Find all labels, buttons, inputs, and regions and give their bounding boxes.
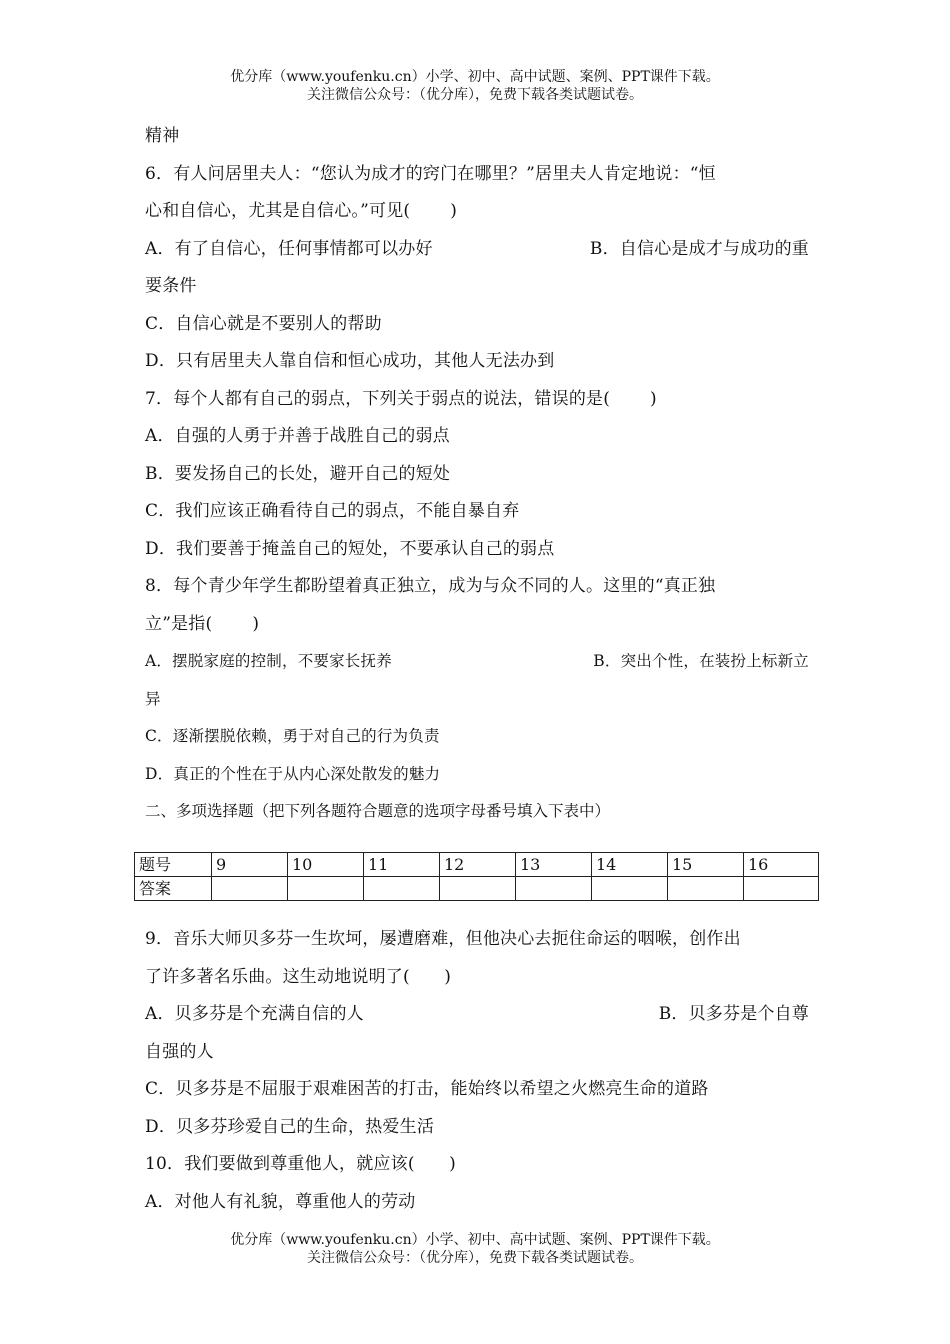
table-cell-number: 9 bbox=[212, 853, 288, 877]
q8-option-b-cont: 异 bbox=[145, 689, 161, 708]
q9-stem-line1: 9．音乐大师贝多芬一生坎坷，屡遭磨难，但他决心去扼住命运的咽喉，创作出 bbox=[145, 929, 741, 949]
q8-stem-line1: 8．每个青少年学生都盼望着真正独立，成为与众不同的人。这里的“真正独 bbox=[145, 576, 716, 596]
table-header-answer: 答案 bbox=[135, 877, 212, 901]
answer-table-row-answers bbox=[135, 877, 819, 901]
answer-table-row-numbers bbox=[135, 853, 819, 877]
table-cell-number: 12 bbox=[440, 853, 516, 877]
table-cell-answer-blank bbox=[516, 877, 592, 901]
q7-option-d: D．我们要善于掩盖自己的短处，不要承认自己的弱点 bbox=[145, 538, 555, 559]
table-cell-answer-blank bbox=[440, 877, 516, 901]
q9-option-c: C．贝多芬是不屈服于艰难困苦的打击，能始终以希望之火燃亮生命的道路 bbox=[145, 1079, 709, 1099]
q10-stem: 10．我们要做到尊重他人，就应该( ) bbox=[145, 1154, 456, 1174]
header-line-2: 关注微信公众号：（优分库），免费下载各类试题试卷。 bbox=[307, 87, 643, 103]
table-cell-number: 16 bbox=[744, 853, 819, 877]
q9-option-a: A．贝多芬是个充满自信的人 bbox=[145, 1004, 364, 1024]
q6-option-b-cont: 要条件 bbox=[145, 276, 197, 296]
q7-option-b: B．要发扬自己的长处，避开自己的短处 bbox=[145, 463, 451, 484]
table-cell-number: 14 bbox=[592, 853, 668, 877]
header-line-1: 优分库（www.youfenku.cn）小学、初中、高中试题、案例、PPT课件下载。 bbox=[230, 69, 720, 85]
table-cell-number: 10 bbox=[288, 853, 364, 877]
q9-option-b: B．贝多芬是个自尊 bbox=[658, 1004, 809, 1024]
q8-option-c: C．逐渐摆脱依赖，勇于对自己的行为负责 bbox=[145, 727, 440, 745]
q6-options-ab bbox=[145, 231, 817, 269]
table-cell-answer-blank bbox=[212, 877, 288, 901]
table-cell-answer-blank bbox=[744, 877, 819, 901]
q6-stem-line1: 6．有人问居里夫人：“您认为成才的窍门在哪里？”居里夫人肯定地说：“恒 bbox=[145, 163, 716, 184]
q7-option-c: C．我们应该正确看待自己的弱点，不能自暴自弃 bbox=[145, 501, 520, 521]
q9-stem-line2: 了许多著名乐曲。这生动地说明了( ) bbox=[145, 966, 452, 987]
table-cell-answer-blank bbox=[668, 877, 744, 901]
table-cell-number: 13 bbox=[516, 853, 592, 877]
table-cell-number: 11 bbox=[364, 853, 440, 877]
q6-option-b: B．自信心是成才与成功的重 bbox=[589, 238, 809, 259]
q6-option-a: A．有了自信心，任何事情都可以办好 bbox=[145, 238, 433, 259]
q8-option-d: D．真正的个性在于从内心深处散发的魅力 bbox=[145, 764, 441, 783]
answer-table bbox=[134, 852, 819, 901]
q7-option-a: A．自强的人勇于并善于战胜自己的弱点 bbox=[145, 426, 450, 446]
page-footer bbox=[0, 1231, 950, 1267]
document-body-continued bbox=[145, 921, 817, 1221]
table-cell-answer-blank bbox=[288, 877, 364, 901]
q7-stem: 7．每个人都有自己的弱点，下列关于弱点的说法，错误的是( ) bbox=[145, 388, 657, 409]
q6-option-d: D．只有居里夫人靠自信和恒心成功，其他人无法办到 bbox=[145, 351, 555, 371]
q9-option-b-cont: 自强的人 bbox=[145, 1041, 214, 1062]
table-cell-number: 15 bbox=[668, 853, 744, 877]
q6-stem-line2: 心和自信心，尤其是自信心。”可见( ) bbox=[145, 201, 458, 221]
table-cell-answer-blank bbox=[364, 877, 440, 901]
q6-option-c: C．自信心就是不要别人的帮助 bbox=[145, 313, 382, 334]
table-cell-answer-blank bbox=[592, 877, 668, 901]
document-body bbox=[145, 118, 817, 831]
q8-option-a: A．摆脱家庭的控制，不要家长抚养 bbox=[145, 652, 392, 670]
footer-line-1: 优分库（www.youfenku.cn）小学、初中、高中试题、案例、PPT课件下载。 bbox=[230, 1232, 720, 1248]
section-2-title: 二、多项选择题（把下列各题符合题意的选项字母番号填入下表中） bbox=[145, 802, 611, 820]
page-header bbox=[0, 68, 950, 104]
q8-option-b: B．突出个性，在装扮上标新立 bbox=[593, 652, 809, 670]
footer-line-2: 关注微信公众号：（优分库），免费下载各类试题试卷。 bbox=[307, 1250, 643, 1266]
q8-stem-line2: 立”是指( ) bbox=[145, 613, 260, 634]
carry-over-text: 精神 bbox=[145, 126, 180, 146]
q10-option-a: A．对他人有礼貌，尊重他人的劳动 bbox=[145, 1191, 416, 1212]
table-header-question-no: 题号 bbox=[135, 853, 212, 877]
answer-table-wrapper bbox=[134, 852, 819, 901]
q8-options-ab bbox=[145, 643, 817, 681]
q9-option-d: D．贝多芬珍爱自己的生命，热爱生活 bbox=[145, 1116, 435, 1137]
q9-options-ab bbox=[145, 996, 817, 1034]
